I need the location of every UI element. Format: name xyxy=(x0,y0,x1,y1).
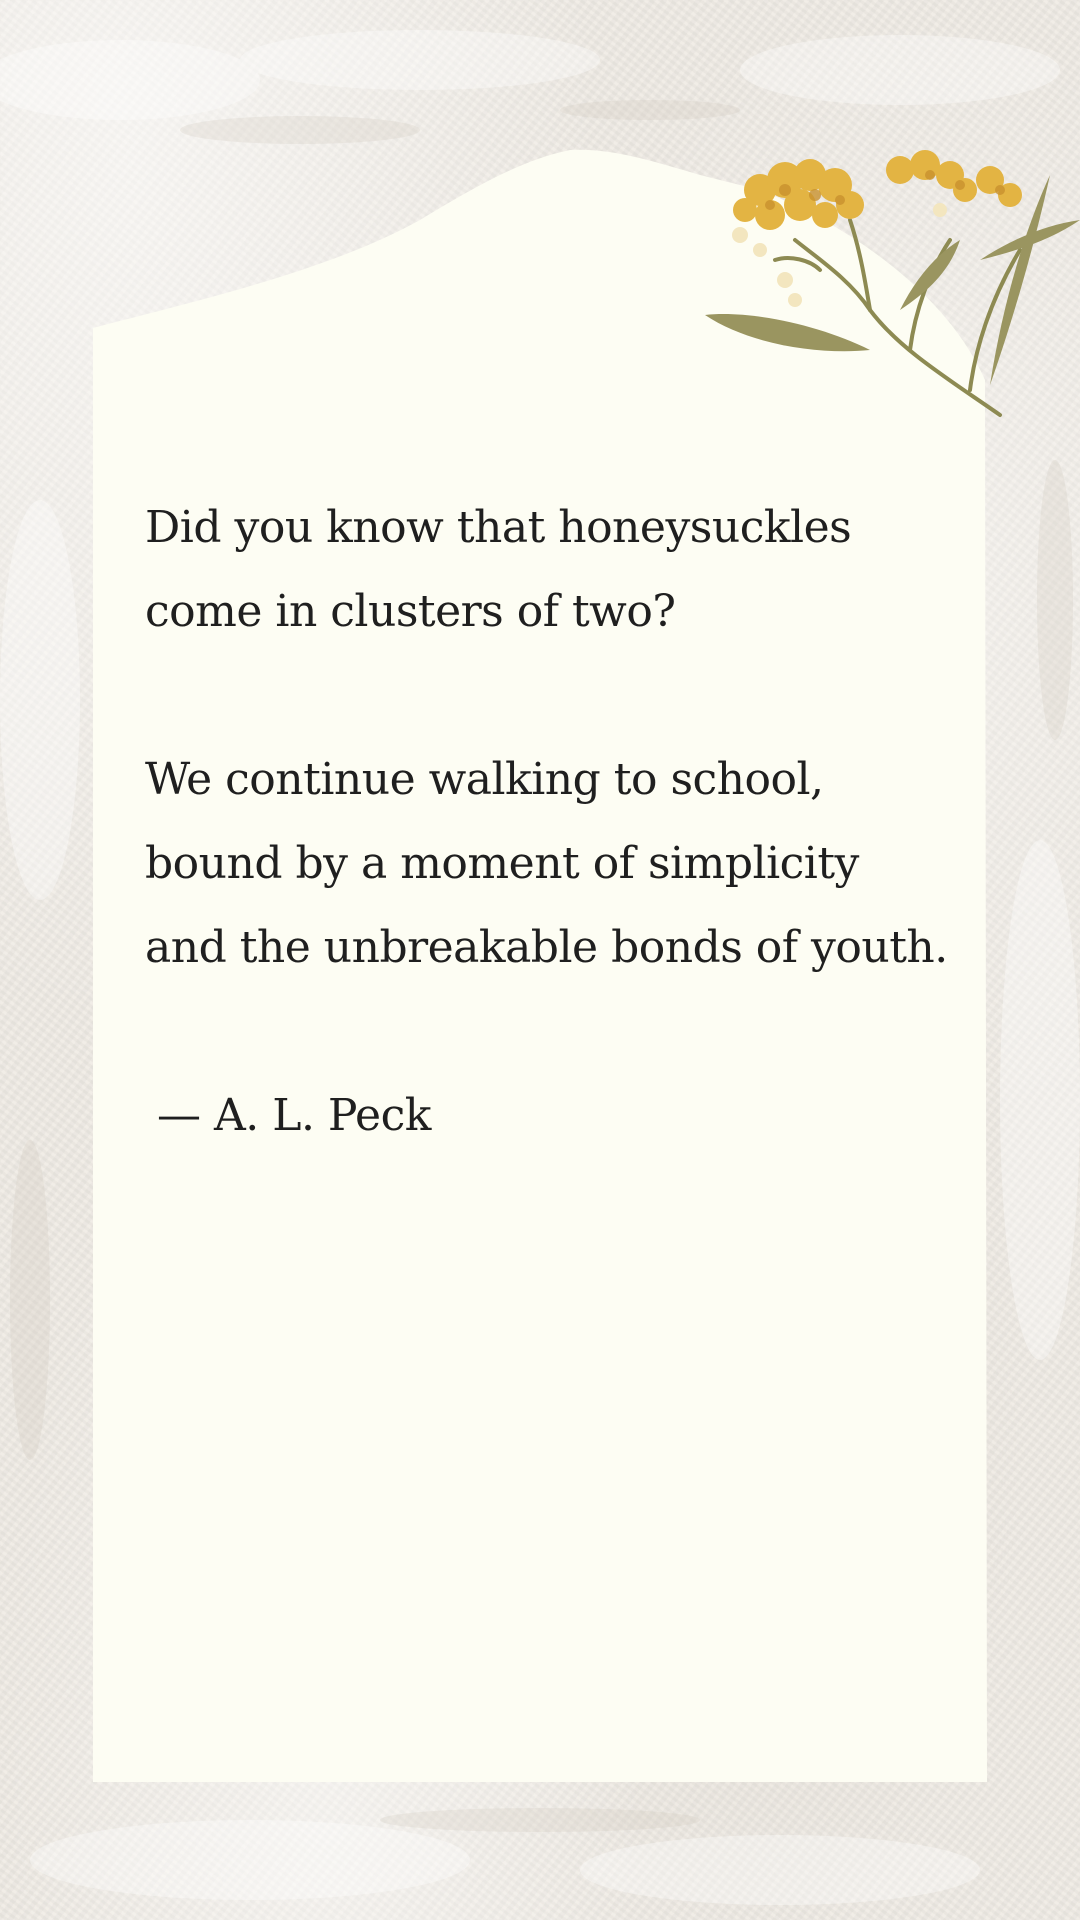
poem-line: and the unbreakable bonds of youth. xyxy=(145,922,948,973)
poem-text xyxy=(145,486,948,1158)
poem-line: Did you know that honeysuckles xyxy=(145,502,852,553)
stanza-2 xyxy=(145,738,948,990)
stanza-1 xyxy=(145,486,945,654)
poem-attribution: — A. L. Peck xyxy=(157,1090,431,1141)
poem-line: come in clusters of two? xyxy=(145,586,676,637)
pressed-flower-icon xyxy=(700,150,1080,430)
poem-line: bound by a moment of simplicity xyxy=(145,838,859,889)
poem-line: We continue walking to school, xyxy=(145,754,824,805)
